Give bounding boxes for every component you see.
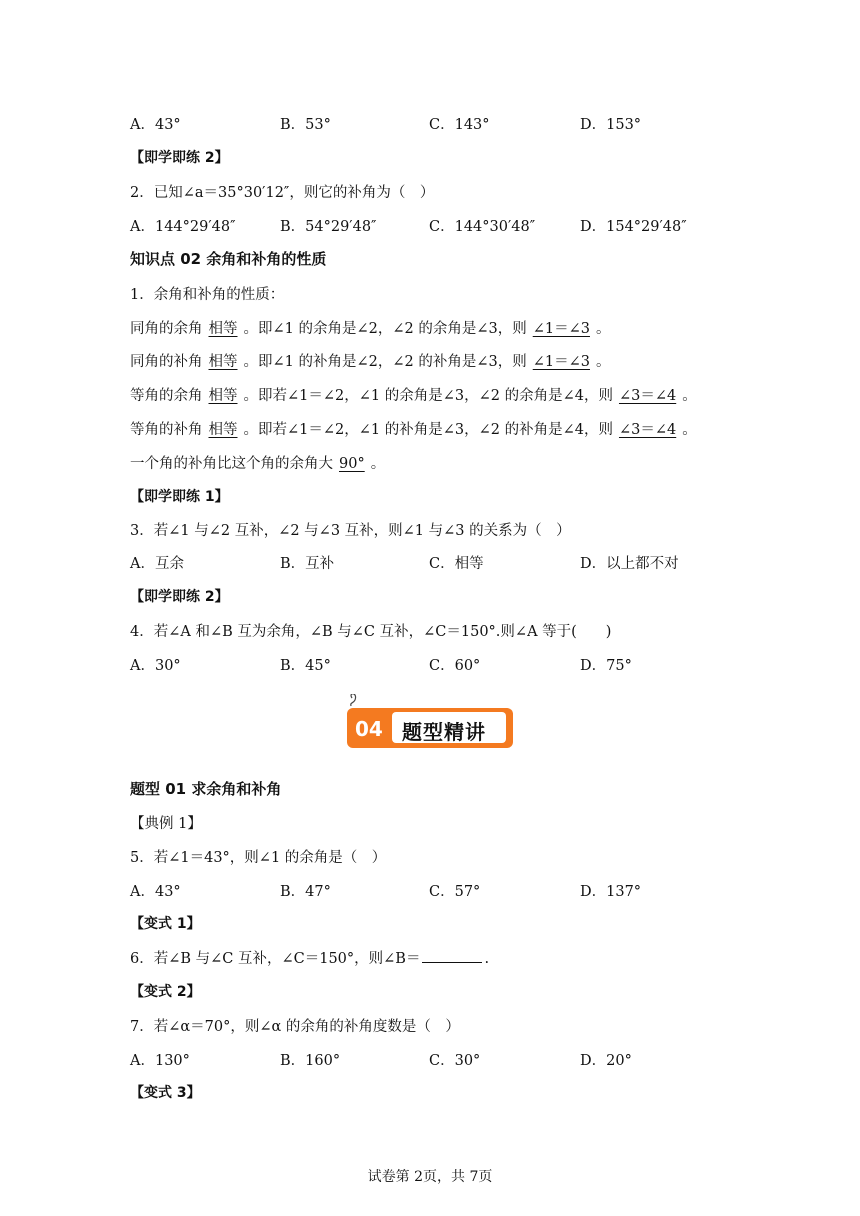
option-a: A．30° bbox=[130, 658, 181, 674]
q7-options bbox=[130, 1049, 770, 1069]
option-a: A．144°29′48″ bbox=[130, 219, 236, 235]
variant-label: 【变式 1】 bbox=[130, 916, 201, 932]
question-4: 4．若∠A 和∠B 互为余角，∠B 与∠C 互补，∠C＝150°.则∠A 等于( ) bbox=[130, 624, 612, 640]
answer-underline: ∠1＝∠3 bbox=[532, 354, 590, 370]
question-2: 2．已知∠a＝35°30′12″，则它的补角为（ ） bbox=[130, 185, 435, 201]
option-c: C．相等 bbox=[429, 556, 484, 572]
property-line-2: 同角的补角 相等 。即∠1 的补角是∠2，∠2 的补角是∠3，则 ∠1＝∠3 。 bbox=[130, 354, 611, 370]
question-3: 3．若∠1 与∠2 互补，∠2 与∠3 互补，则∠1 与∠3 的关系为（ ） bbox=[130, 523, 571, 539]
answer-underline: 90° bbox=[339, 456, 365, 472]
property-line-5: 一个角的补角比这个角的余角大 90° 。 bbox=[130, 456, 386, 472]
q2-options bbox=[130, 215, 770, 235]
question-7: 7．若∠α＝70°，则∠α 的余角的补角度数是（ ） bbox=[130, 1019, 460, 1035]
answer-blank bbox=[422, 950, 482, 963]
curl-icon bbox=[351, 694, 356, 706]
variant-label: 【变式 2】 bbox=[130, 984, 201, 1000]
option-a: A．43° bbox=[130, 884, 181, 900]
option-c: C．57° bbox=[429, 884, 481, 900]
option-c: C．30° bbox=[429, 1053, 481, 1069]
option-a: A．43° bbox=[130, 117, 181, 133]
property-line-3: 等角的余角 相等 。即若∠1＝∠2，∠1 的余角是∠3，∠2 的余角是∠4，则 ∠3＝∠4 。 bbox=[130, 388, 697, 404]
banner-label: 题型精讲 bbox=[402, 720, 486, 744]
question-5: 5．若∠1＝43°，则∠1 的余角是（ ） bbox=[130, 850, 387, 866]
option-a: A．130° bbox=[130, 1053, 190, 1069]
option-b: B．54°29′48″ bbox=[280, 219, 377, 235]
practice-label: 【即学即练 2】 bbox=[130, 589, 229, 605]
q5-options bbox=[130, 880, 770, 900]
q3-options bbox=[130, 552, 770, 572]
option-c: C．143° bbox=[429, 117, 490, 133]
section-banner bbox=[346, 694, 514, 750]
example-label: 【典例 1】 bbox=[130, 816, 202, 832]
option-d: D．154°29′48″ bbox=[580, 219, 687, 235]
option-b: B．47° bbox=[280, 884, 331, 900]
answer-underline: 相等 bbox=[208, 321, 238, 337]
properties-intro: 1．余角和补角的性质： bbox=[130, 287, 285, 303]
question-6: 6．若∠B 与∠C 互补，∠C＝150°，则∠B＝ . bbox=[130, 951, 490, 967]
answer-underline: 相等 bbox=[208, 354, 238, 370]
option-a: A．互余 bbox=[130, 556, 184, 572]
option-b: B．互补 bbox=[280, 556, 335, 572]
answer-underline: 相等 bbox=[208, 422, 238, 438]
property-line-4: 等角的补角 相等 。即若∠1＝∠2，∠1 的补角是∠3，∠2 的补角是∠4，则 ∠3＝∠4 。 bbox=[130, 422, 697, 438]
q4-options bbox=[130, 654, 770, 674]
page-footer: 试卷第 2页，共 7页 bbox=[367, 1169, 493, 1185]
option-b: B．160° bbox=[280, 1053, 341, 1069]
answer-underline: 相等 bbox=[208, 388, 238, 404]
type-title: 题型 01 求余角和补角 bbox=[130, 780, 282, 798]
option-d: D．20° bbox=[580, 1053, 632, 1069]
practice-label: 【即学即练 2】 bbox=[130, 150, 229, 166]
answer-underline: ∠3＝∠4 bbox=[618, 388, 677, 404]
property-line-1: 同角的余角 相等 。即∠1 的余角是∠2，∠2 的余角是∠3，则 ∠1＝∠3 。 bbox=[130, 321, 611, 337]
variant-label: 【变式 3】 bbox=[130, 1085, 201, 1101]
q-prev-options bbox=[130, 113, 770, 133]
answer-underline: ∠3＝∠4 bbox=[618, 422, 677, 438]
option-b: B．45° bbox=[280, 658, 331, 674]
practice-label: 【即学即练 1】 bbox=[130, 489, 229, 505]
banner-number: 04 bbox=[355, 717, 383, 741]
option-d: D．以上都不对 bbox=[580, 556, 679, 572]
option-d: D．153° bbox=[580, 117, 642, 133]
option-d: D．75° bbox=[580, 658, 632, 674]
option-d: D．137° bbox=[580, 884, 642, 900]
option-c: C．144°30′48″ bbox=[429, 219, 536, 235]
option-c: C．60° bbox=[429, 658, 481, 674]
section-title: 知识点 02 余角和补角的性质 bbox=[130, 250, 327, 268]
option-b: B．53° bbox=[280, 117, 331, 133]
answer-underline: ∠1＝∠3 bbox=[532, 321, 590, 337]
